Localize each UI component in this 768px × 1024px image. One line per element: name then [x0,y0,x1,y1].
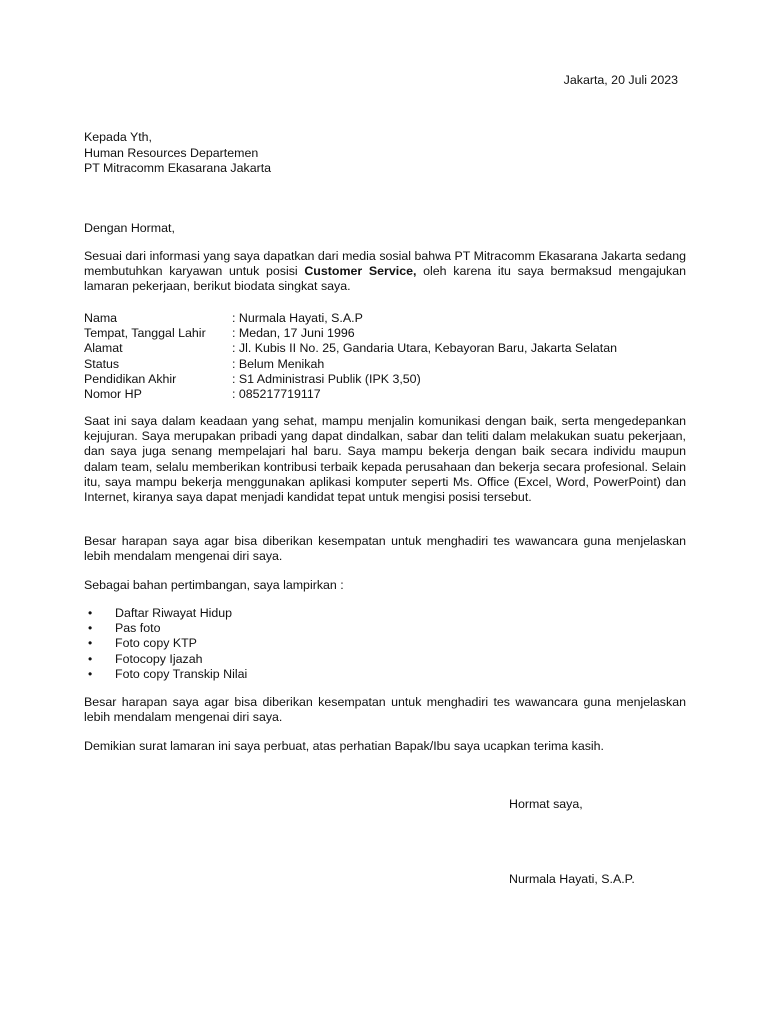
biodata-table [84,311,617,402]
biodata-label: Status [84,356,120,371]
recipient-line-2: Human Resources Departemen [84,145,259,160]
biodata-value: : Nurmala Hayati, S.A.P [232,311,363,325]
biodata-value: : 085217719117 [232,387,321,402]
signer-name: Nurmala Hayati, S.A.P. [509,872,635,886]
attachment-label: Fotocopy Ijazah [115,651,203,666]
biodata-row [84,326,617,341]
intro-paragraph [84,249,686,295]
intro-text-3: oleh karena itu saya bermaksud mengajukan lamaran pekerjaan, berikut biodata singkat saya. [84,264,687,294]
bullet-icon: • [88,621,93,636]
position-name: Customer Service, [304,264,417,279]
salutation: Dengan Hormat, [84,221,175,235]
list-item [84,621,247,636]
biodata-label: Nama [84,311,118,325]
closing-salutation: Hormat saya, [509,797,583,811]
recipient-block [84,130,271,177]
list-item [84,636,247,651]
biodata-label: Nomor HP [84,387,142,402]
biodata-value: : Belum Menikah [232,356,325,371]
bullet-icon: • [88,666,93,681]
attachment-label: Foto copy Transkip Nilai [115,666,248,681]
hope-paragraph: Besar harapan saya agar bisa diberikan kesempatan untuk menghadiri tes wawancara guna menjelaskan lebih mendalam mengenai diri saya. [84,534,686,564]
biodata-value: : S1 Administrasi Publik (IPK 3,50) [232,371,421,386]
recipient-line-1: Kepada Yth, [84,130,152,144]
biodata-label: Alamat [84,341,123,356]
list-item [84,652,247,667]
biodata-row [84,311,617,326]
biodata-row [84,387,617,402]
list-item [84,667,247,682]
biodata-row [84,357,617,372]
bullet-icon: • [88,651,93,666]
bullet-icon: • [88,606,93,620]
attachments-list [84,606,247,682]
intro-text-2: sedang membutuhkan karyawan untuk posisi [84,249,686,279]
bullet-icon: • [88,636,93,651]
intro-text-1: Sesuai dari informasi yang saya dapatkan dari media sosial bahwa [84,249,455,263]
attachment-label: Daftar Riwayat Hidup [115,606,233,620]
biodata-value: : Medan, 17 Juni 1996 [232,326,355,341]
letter-date: Jakarta, 20 Juli 2023 [563,73,678,87]
biodata-row [84,341,617,356]
recipient-line-3: PT Mitracomm Ekasarana Jakarta [84,161,272,175]
attachment-label: Foto copy KTP [115,636,197,651]
company-name: PT Mitracomm Ekasarana Jakarta [454,249,642,263]
biodata-row [84,372,617,387]
biodata-value: : Jl. Kubis II No. 25, Gandaria Utara, Kebayoran Baru, Jakarta Selatan [232,341,618,356]
hope-paragraph-repeat: Besar harapan saya agar bisa diberikan kesempatan untuk menghadiri tes wawancara guna menjelaskan lebih mendalam mengenai diri saya. [84,695,686,725]
list-item [84,606,247,621]
closing-paragraph: Demikian surat lamaran ini saya perbuat, atas perhatian Bapak/Ibu saya ucapkan terima kasih. [84,739,605,753]
attachments-intro: Sebagai bahan pertimbangan, saya lampirkan : [84,578,344,592]
biodata-label: Pendidikan Akhir [84,371,177,386]
qualifications-paragraph: Saat ini saya dalam keadaan yang sehat, mampu menjalin komunikasi dengan baik, serta mengedepankan kejujuran. Saya merupakan pribadi yang dapat dindalkan, sabar dan teliti dalam melakukan suatu pekerjaan, dan saya juga senang mempelajari hal baru. Saya mampu bekerja dengan baik secara individu maupun dalam team, selalu memberikan kontribusi terbaik kepada perusahaan dan bekerja secara profesional. Selain itu, saya mampu bekerja menggunakan aplikasi komputer seperti Ms. Office (Excel, Word, PowerPoint) dan Internet, kiranya saya dapat menjadi kandidat tepat untuk mengisi posisi tersebut. [84,414,686,505]
attachment-label: Pas foto [115,621,161,636]
biodata-label: Tempat, Tanggal Lahir [84,326,206,341]
